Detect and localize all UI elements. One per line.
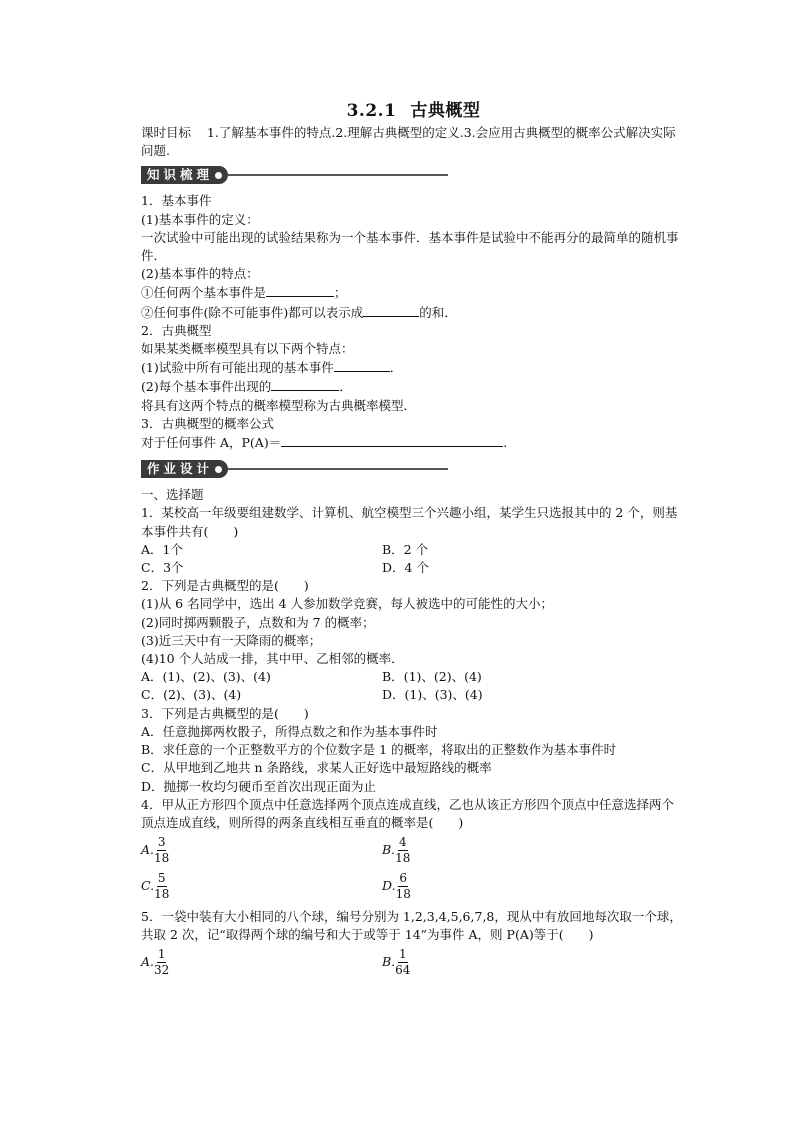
- q2-stem: 2．下列是古典概型的是( ): [141, 578, 309, 594]
- k1-feature-1: ①任何两个基本事件是 ；: [141, 285, 347, 301]
- q2-option-d[interactable]: D．(1)、(3)、(4): [382, 687, 483, 703]
- part-heading: 一、选择题: [141, 487, 204, 503]
- q1-option-c[interactable]: C．3个: [141, 560, 184, 576]
- fraction: [154, 835, 169, 866]
- q5-options-row1: [141, 945, 686, 981]
- k2-heading: 2．古典概型: [141, 322, 212, 338]
- q1-option-b[interactable]: B．2 个: [382, 541, 429, 557]
- bullet-dot-icon: [215, 172, 222, 179]
- fill-blank[interactable]: [334, 358, 390, 372]
- q2-item-3: (3)近三天中有一天降雨的概率；: [141, 632, 322, 648]
- title-number: 3.2.1: [346, 101, 397, 121]
- fill-blank[interactable]: [363, 303, 419, 317]
- k3-heading: 3．古典概型的概率公式: [141, 415, 274, 431]
- k2-conclusion: 将具有这两个特点的概率模型称为古典概率模型．: [141, 397, 417, 413]
- option-label: B.: [382, 842, 396, 857]
- q1-option-a[interactable]: A．1个: [141, 541, 183, 557]
- numerator: 4: [398, 834, 407, 849]
- k1-feature-2: ②任何事件(除不可能事件)都可以表示成 的和．: [141, 304, 457, 320]
- section-rule: [228, 174, 448, 176]
- k2-condition-1: (1)试验中所有可能出现的基本事件 ．: [141, 360, 403, 376]
- k1-feat-heading: (2)基本事件的特点：: [141, 266, 259, 282]
- goal-text: 1.了解基本事件的特点.2.理解古典概型的定义.3.会应用古典概型的概率公式解决实际问题.: [141, 125, 676, 159]
- numerator: 3: [157, 834, 166, 849]
- q4-option-c[interactable]: [141, 871, 382, 902]
- denominator: 64: [395, 963, 411, 978]
- q2-options-row2: [141, 686, 686, 704]
- option-label: C.: [141, 878, 155, 893]
- section-tag: 作业设计: [141, 460, 228, 478]
- q4-options-row1: [141, 832, 686, 868]
- fill-blank[interactable]: [281, 433, 503, 447]
- section-header-knowledge: [141, 164, 686, 186]
- q1-option-d[interactable]: D．4 个: [382, 560, 429, 576]
- denominator: 18: [154, 850, 170, 865]
- section-tag: 知识梳理: [141, 166, 228, 184]
- denominator: 18: [154, 886, 170, 901]
- option-label: D.: [382, 878, 396, 893]
- numerator: 1: [157, 947, 166, 962]
- numerator: 1: [398, 947, 407, 962]
- fill-blank[interactable]: [271, 377, 339, 391]
- goal-label: 课时目标: [141, 125, 192, 140]
- q3-stem: 3．下列是古典概型的是( ): [141, 705, 309, 721]
- q1-stem: 1．某校高一年级要组建数学、计算机、航空模型三个兴趣小组，某学生只选报其中的 2 个，则基本事件共有( ): [141, 505, 678, 539]
- worksheet-content: [141, 98, 686, 981]
- q5-option-b[interactable]: [382, 947, 623, 978]
- q2-option-a[interactable]: A．(1)、(2)、(3)、(4): [141, 669, 271, 685]
- q1-options-row1: [141, 541, 686, 559]
- fill-blank[interactable]: [266, 283, 334, 297]
- numerator: 6: [399, 870, 408, 885]
- fraction: [154, 947, 169, 978]
- q2-option-c[interactable]: C．(2)、(3)、(4): [141, 687, 242, 703]
- fraction: [154, 871, 169, 902]
- q3-option-d[interactable]: D．抛掷一枚均匀硬币至首次出现正面为止: [141, 778, 377, 794]
- denominator: 18: [395, 886, 411, 901]
- q3-option-b[interactable]: B．求任意的一个正整数平方的个位数字是 1 的概率，将取出的正整数作为基本事件时: [141, 742, 617, 758]
- fraction: [395, 835, 410, 866]
- k1-definition: 一次试验中可能出现的试验结果称为一个基本事件．基本事件是试验中不能再分的最简单的随机事件．: [141, 229, 679, 264]
- section-rule: [228, 468, 448, 470]
- fraction: [396, 871, 411, 902]
- q2-option-b[interactable]: B．(1)、(2)、(4): [382, 669, 482, 685]
- q2-item-4: (4)10 个人站成一排，其中甲、乙相邻的概率．: [141, 651, 404, 667]
- title-text: 古典概型: [410, 101, 481, 121]
- bullet-dot-icon: [215, 466, 222, 473]
- page-title: [141, 98, 686, 124]
- k2-intro: 如果某类概率模型具有以下两个特点：: [141, 341, 354, 357]
- fraction: [395, 947, 410, 978]
- section-header-homework: [141, 458, 686, 480]
- denominator: 32: [154, 963, 170, 978]
- q1-options-row2: [141, 559, 686, 577]
- q3-option-a[interactable]: A．任意抛掷两枚骰子，所得点数之和作为基本事件时: [141, 723, 438, 739]
- q3-option-c[interactable]: C．从甲地到乙地共 n 条路线，求某人正好选中最短路线的概率: [141, 760, 492, 776]
- k1-heading: 1．基本事件: [141, 193, 212, 209]
- q2-item-1: (1)从 6 名同学中，选出 4 人参加数学竞赛，每人被选中的可能性的大小；: [141, 596, 554, 612]
- q5-option-a[interactable]: [141, 947, 382, 978]
- q4-stem: 4．甲从正方形四个顶点中任意选择两个顶点连成直线，乙也从该正方形四个顶点中任意选择两个顶点连成直线，则所得的两条直线相互垂直的概率是( ): [141, 796, 674, 830]
- numerator: 5: [157, 870, 166, 885]
- q4-options-row2: [141, 868, 686, 904]
- q4-option-a[interactable]: [141, 835, 382, 866]
- k3-formula: 对于任何事件 A，P(A)＝ .: [141, 435, 508, 451]
- option-label: A.: [141, 954, 155, 970]
- q2-options-row1: [141, 668, 686, 686]
- q4-option-b[interactable]: [382, 835, 623, 866]
- k1-def-heading: (1)基本事件的定义：: [141, 211, 259, 227]
- option-label: B.: [382, 954, 396, 970]
- option-label: A.: [141, 842, 155, 857]
- lesson-goal: [141, 124, 686, 160]
- denominator: 18: [395, 850, 411, 865]
- q5-stem: 5．一袋中装有大小相同的八个球，编号分别为 1,2,3,4,5,6,7,8，现从中有放回地每次取一个球，共取 2 次，记“取得两个球的编号和大于或等于 14”为事件 A，则 P(A)等于( ): [141, 909, 682, 943]
- q4-option-d[interactable]: [382, 871, 623, 902]
- q2-item-2: (2)同时掷两颗骰子，点数和为 7 的概率；: [141, 614, 375, 630]
- k2-condition-2: (2)每个基本事件出现的 ．: [141, 379, 352, 395]
